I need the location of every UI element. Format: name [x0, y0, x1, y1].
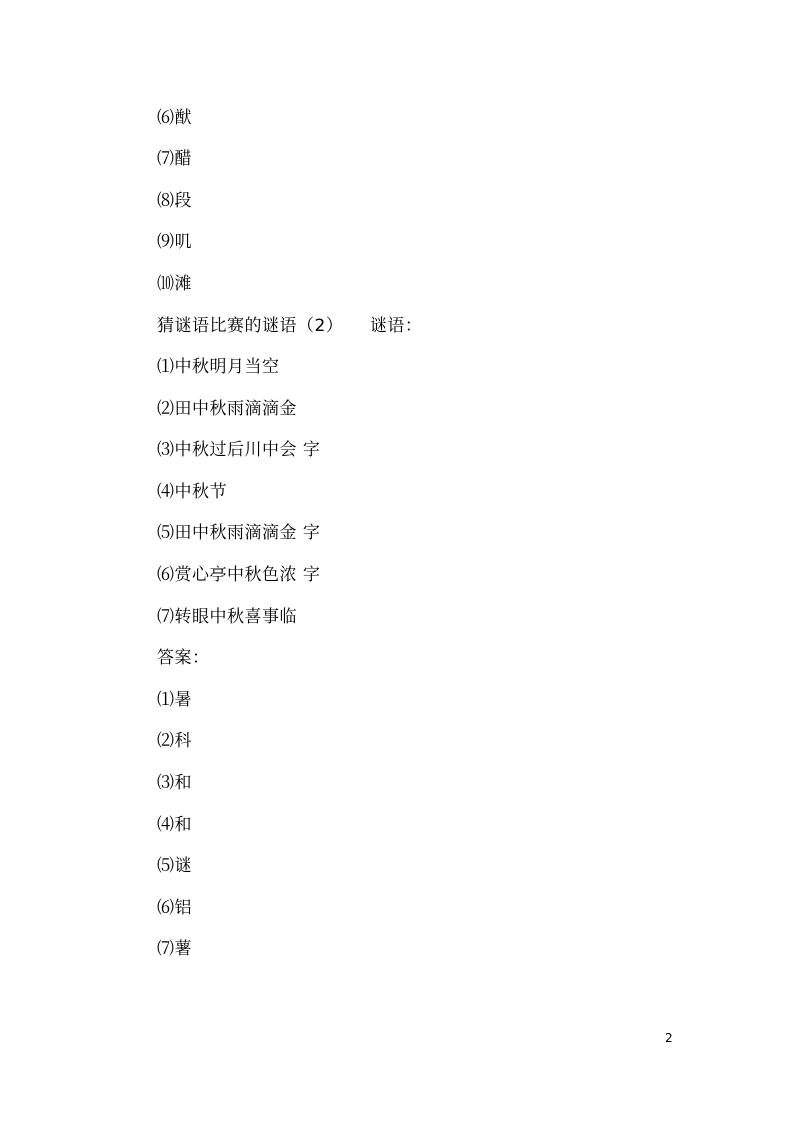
text-line: ⑸田中秋雨滴滴金 字: [157, 523, 321, 543]
text-line: ⑺转眼中秋喜事临: [157, 607, 297, 627]
text-line: ⑷中秋节: [157, 482, 227, 502]
text-line: ⑴暑: [157, 690, 192, 710]
text-line: ⑽滩: [157, 274, 192, 294]
text-line: ⑹铝: [157, 898, 192, 918]
answers-heading: 答案：: [157, 648, 210, 668]
text-line: ⑹猷: [157, 108, 192, 128]
text-line: ⑴中秋明月当空: [157, 357, 280, 377]
text-line: ⑻段: [157, 191, 192, 211]
page-number: 2: [665, 1031, 673, 1045]
text-line: ⑵田中秋雨滴滴金: [157, 399, 297, 419]
text-line: ⑹赏心亭中秋色浓 字: [157, 565, 321, 585]
text-line: ⑷和: [157, 815, 192, 835]
text-line: ⑵科: [157, 731, 192, 751]
text-line: ⑶中秋过后川中会 字: [157, 440, 321, 460]
text-line: ⑺薯: [157, 939, 192, 959]
text-line: ⑶和: [157, 773, 192, 793]
section-heading: 猜谜语比赛的谜语（2） 谜语：: [157, 316, 423, 336]
text-line: ⑸谜: [157, 856, 192, 876]
text-line: ⑼叽: [157, 232, 192, 252]
text-line: ⑺醋: [157, 149, 192, 169]
